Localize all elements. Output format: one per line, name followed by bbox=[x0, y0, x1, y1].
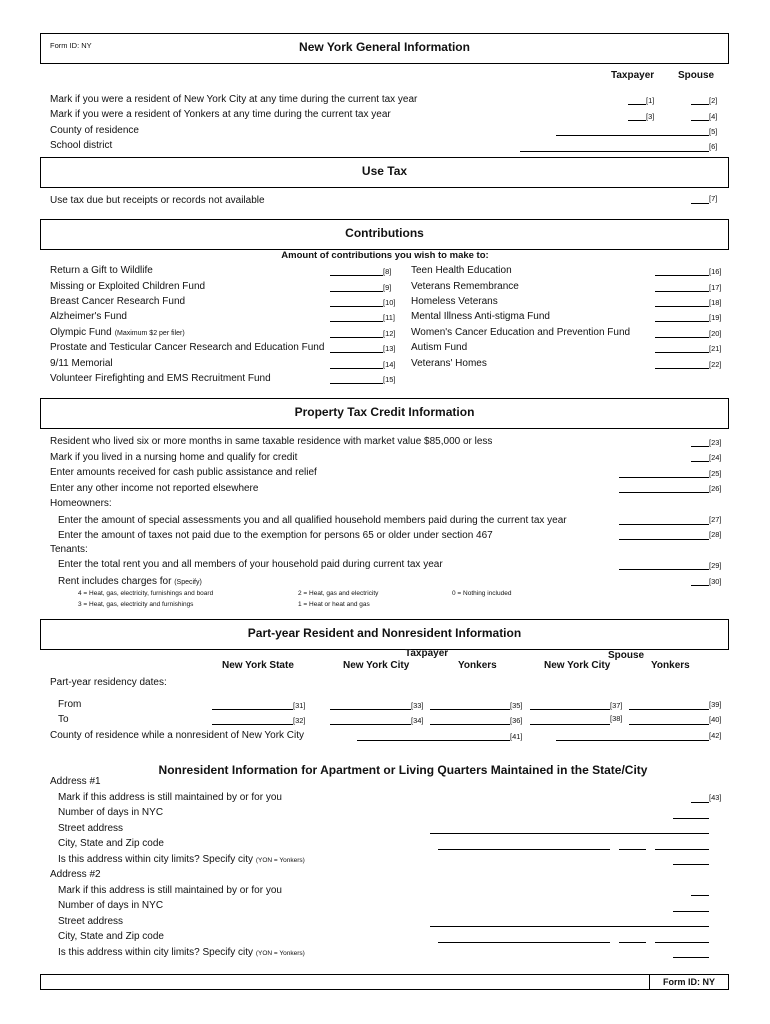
field-num: [41] bbox=[510, 732, 523, 741]
specify-note: (Specify) bbox=[174, 579, 202, 586]
address-1-maintained-label: Mark if this address is still maintained by or for you bbox=[58, 792, 282, 803]
contribution-name: Return a Gift to Wildlife bbox=[50, 265, 153, 276]
tenants-label: Tenants: bbox=[50, 544, 88, 555]
field-num: [38] bbox=[610, 714, 623, 723]
county-label: County of residence bbox=[50, 125, 139, 136]
from-label: From bbox=[58, 699, 82, 710]
rent-charges-label: Rent includes charges for bbox=[58, 576, 172, 587]
contribution-amount-field[interactable] bbox=[655, 306, 709, 307]
section-title: Property Tax Credit Information bbox=[294, 405, 475, 419]
field-num: [34] bbox=[411, 716, 424, 725]
nyc-resident-spouse-field[interactable] bbox=[691, 104, 709, 105]
contribution-amount-field[interactable] bbox=[330, 368, 383, 369]
field-num: [33] bbox=[411, 701, 424, 710]
field-num: [2] bbox=[709, 96, 718, 105]
address-1-within-field[interactable] bbox=[673, 864, 709, 865]
to-spouse-yonkers-field[interactable] bbox=[629, 724, 709, 725]
contribution-amount-field[interactable] bbox=[655, 321, 709, 322]
option-4: 4 = Heat, gas, electricity, furnishings and board bbox=[78, 590, 214, 597]
field-num: [20] bbox=[709, 329, 722, 338]
yonkers-note: (YON = Yonkers) bbox=[255, 857, 305, 864]
field-num: [9] bbox=[383, 283, 392, 292]
contribution-name: Prostate and Testicular Cancer Research and Education Fund bbox=[50, 342, 325, 353]
yonkers-resident-taxpayer-field[interactable] bbox=[628, 120, 646, 121]
from-yonkers-field[interactable] bbox=[430, 709, 510, 710]
field-num: [42] bbox=[709, 731, 722, 740]
address-2-within-label bbox=[58, 947, 305, 958]
property-29-label: Enter the total rent you and all members of your household paid during current tax year bbox=[58, 559, 443, 570]
contribution-amount-field[interactable] bbox=[655, 352, 709, 353]
county-nonresident-label: County of residence while a nonresident of New York City bbox=[50, 730, 305, 741]
contribution-amount-field[interactable] bbox=[330, 321, 383, 322]
address-1-city-field[interactable] bbox=[438, 849, 610, 850]
property-26-field[interactable] bbox=[619, 492, 709, 493]
to-nys-field[interactable] bbox=[212, 724, 293, 725]
contribution-name: Missing or Exploited Children Fund bbox=[50, 281, 206, 292]
nonresident-title: Nonresident Information for Apartment or Living Quarters Maintained in the State/City bbox=[158, 763, 648, 777]
use-tax-label: Use tax due but receipts or records not available bbox=[50, 195, 265, 206]
yonkers-resident-spouse-field[interactable] bbox=[691, 120, 709, 121]
property-30-label bbox=[58, 576, 202, 587]
contribution-name: Volunteer Firefighting and EMS Recruitment Fund bbox=[50, 373, 271, 384]
contribution-label: Homeless Veterans bbox=[411, 296, 498, 307]
to-spouse-nyc-field[interactable] bbox=[530, 724, 610, 725]
contribution-label bbox=[50, 327, 185, 338]
field-num: [18] bbox=[709, 298, 722, 307]
field-num: [35] bbox=[510, 701, 523, 710]
residency-dates-label: Part-year residency dates: bbox=[50, 677, 167, 688]
contribution-name: Olympic Fund bbox=[50, 327, 112, 338]
contribution-label bbox=[50, 311, 127, 322]
footer-bar bbox=[40, 974, 729, 990]
contribution-name: 9/11 Memorial bbox=[50, 358, 113, 369]
field-num: [24] bbox=[709, 453, 722, 462]
address-1-days-field[interactable] bbox=[673, 818, 709, 819]
contribution-label bbox=[50, 342, 324, 353]
property-30-field[interactable] bbox=[691, 585, 709, 586]
property-28-field[interactable] bbox=[619, 539, 709, 540]
address-2-state-field[interactable] bbox=[619, 942, 646, 943]
contribution-label bbox=[50, 373, 271, 384]
field-num: [40] bbox=[709, 715, 722, 724]
property-26-label: Enter any other income not reported elsewhere bbox=[50, 483, 259, 494]
field-num: [28] bbox=[709, 530, 722, 539]
address-1-csz-label: City, State and Zip code bbox=[58, 838, 164, 849]
address-2-street-label: Street address bbox=[58, 916, 124, 927]
taxpayer-heading: Taxpayer bbox=[405, 648, 449, 659]
section-title: Part-year Resident and Nonresident Information bbox=[247, 626, 522, 640]
to-label: To bbox=[58, 714, 69, 725]
field-num: [32] bbox=[293, 716, 306, 725]
from-spouse-nyc-field[interactable] bbox=[530, 709, 610, 710]
address-1-maintained-field[interactable] bbox=[691, 802, 709, 803]
property-27-label: Enter the amount of special assessments you and all qualified household members paid during the current tax year bbox=[58, 515, 567, 526]
contribution-amount-field[interactable] bbox=[655, 368, 709, 369]
contribution-amount-field[interactable] bbox=[330, 352, 383, 353]
contribution-amount-field[interactable] bbox=[655, 275, 709, 276]
footer-form-id: Form ID: NY bbox=[649, 975, 728, 989]
property-28-label: Enter the amount of taxes not paid due to the exemption for persons 65 or older under section 467 bbox=[58, 530, 493, 541]
contribution-name: Breast Cancer Research Fund bbox=[50, 296, 186, 307]
property-23-label: Resident who lived six or more months in same taxable residence with market value $85,000 or less bbox=[50, 436, 493, 447]
contribution-label: Teen Health Education bbox=[411, 265, 512, 276]
yonkers-resident-label: Mark if you were a resident of Yonkers at any time during the current tax year bbox=[50, 109, 391, 120]
spouse-heading: Spouse bbox=[608, 650, 645, 661]
from-nyc-field[interactable] bbox=[330, 709, 411, 710]
from-nys-field[interactable] bbox=[212, 709, 293, 710]
address-2-maintained-label: Mark if this address is still maintained by or for you bbox=[58, 885, 282, 896]
field-num: [17] bbox=[709, 283, 722, 292]
within-city-label: Is this address within city limits? Specify city bbox=[58, 854, 254, 865]
field-num: [36] bbox=[510, 716, 523, 725]
contribution-label bbox=[50, 296, 185, 307]
contributions-header bbox=[40, 219, 729, 250]
address-2-street-field[interactable] bbox=[430, 926, 709, 927]
field-num: [31] bbox=[293, 701, 306, 710]
contribution-label: Mental Illness Anti-stigma Fund bbox=[411, 311, 550, 322]
property-24-field[interactable] bbox=[691, 461, 709, 462]
option-3: 3 = Heat, gas, electricity and furnishings bbox=[78, 601, 194, 608]
property-25-label: Enter amounts received for cash public assistance and relief bbox=[50, 467, 317, 478]
school-label: School district bbox=[50, 140, 113, 151]
property-tax-header bbox=[40, 398, 729, 429]
address-1-street-field[interactable] bbox=[430, 833, 709, 834]
contribution-amount-field[interactable] bbox=[330, 383, 383, 384]
county-nonresident-spouse-field[interactable] bbox=[556, 740, 709, 741]
field-num: [11] bbox=[383, 313, 395, 322]
field-num: [10] bbox=[383, 298, 396, 307]
contribution-label: Women's Cancer Education and Prevention Fund bbox=[411, 327, 631, 338]
field-num: [27] bbox=[709, 515, 722, 524]
contribution-name: Alzheimer's Fund bbox=[50, 311, 127, 322]
county-nonresident-taxpayer-field[interactable] bbox=[357, 740, 510, 741]
property-23-field[interactable] bbox=[691, 446, 709, 447]
property-29-field[interactable] bbox=[619, 569, 709, 570]
contribution-label bbox=[50, 265, 153, 276]
field-num: [8] bbox=[383, 267, 392, 276]
header-box bbox=[40, 33, 729, 64]
field-num: [1] bbox=[646, 96, 655, 105]
address-1-state-field[interactable] bbox=[619, 849, 646, 850]
address-2-city-field[interactable] bbox=[438, 942, 610, 943]
address-1-days-label: Number of days in NYC bbox=[58, 807, 164, 818]
form-id-label: Form ID: NY bbox=[50, 41, 92, 50]
address-2-maintained-field[interactable] bbox=[691, 895, 709, 896]
property-27-field[interactable] bbox=[619, 524, 709, 525]
field-num: [13] bbox=[383, 344, 396, 353]
to-yonkers-field[interactable] bbox=[430, 724, 510, 725]
col-taxpayer: Taxpayer bbox=[611, 70, 655, 81]
use-tax-header bbox=[40, 157, 729, 188]
nyc-resident-label: Mark if you were a resident of New York City at any time during the current tax year bbox=[50, 94, 418, 105]
contribution-label: Autism Fund bbox=[411, 342, 468, 353]
homeowners-label: Homeowners: bbox=[50, 498, 112, 509]
contribution-label: Veterans' Homes bbox=[411, 358, 487, 369]
field-num: [25] bbox=[709, 469, 722, 478]
col-spouse: Spouse bbox=[678, 70, 715, 81]
from-spouse-yonkers-field[interactable] bbox=[629, 709, 709, 710]
field-num: [4] bbox=[709, 112, 718, 121]
field-num: [5] bbox=[709, 127, 718, 136]
field-num: [30] bbox=[709, 577, 722, 586]
contribution-label bbox=[50, 281, 205, 292]
yonkers-note: (YON = Yonkers) bbox=[255, 950, 305, 957]
address-2-csz-label: City, State and Zip code bbox=[58, 931, 164, 942]
county-field[interactable] bbox=[556, 135, 709, 136]
property-24-label: Mark if you lived in a nursing home and qualify for credit bbox=[50, 452, 298, 463]
field-num: [26] bbox=[709, 484, 722, 493]
contribution-amount-field[interactable] bbox=[330, 306, 383, 307]
address-2-label: Address #2 bbox=[50, 869, 101, 880]
page-title: New York General Information bbox=[299, 40, 470, 54]
address-2-days-field[interactable] bbox=[673, 911, 709, 912]
contribution-note: (Maximum $2 per filer) bbox=[114, 330, 185, 337]
option-0: 0 = Nothing included bbox=[452, 590, 512, 597]
nyc-resident-taxpayer-field[interactable] bbox=[628, 104, 646, 105]
col-new-york-city: New York City bbox=[343, 660, 410, 671]
col-spouse-new-york-city: New York City bbox=[544, 660, 611, 671]
field-num: [21] bbox=[709, 344, 722, 353]
school-district-field[interactable] bbox=[520, 151, 709, 152]
col-new-york-state: New York State bbox=[222, 660, 294, 671]
field-num: [7] bbox=[709, 194, 718, 203]
field-num: [19] bbox=[709, 313, 722, 322]
field-num: [29] bbox=[709, 561, 722, 570]
field-num: [14] bbox=[383, 360, 396, 369]
field-num: [3] bbox=[646, 112, 655, 121]
address-2-zip-field[interactable] bbox=[655, 942, 709, 943]
field-num: [15] bbox=[383, 375, 396, 384]
contribution-amount-field[interactable] bbox=[655, 337, 709, 338]
contribution-amount-field[interactable] bbox=[655, 291, 709, 292]
contribution-amount-field[interactable] bbox=[330, 291, 383, 292]
property-25-field[interactable] bbox=[619, 477, 709, 478]
section-title: Use Tax bbox=[361, 164, 408, 178]
contribution-label bbox=[50, 358, 113, 369]
address-1-label: Address #1 bbox=[50, 776, 101, 787]
contribution-amount-field[interactable] bbox=[330, 275, 383, 276]
option-2: 2 = Heat, gas and electricity bbox=[298, 590, 379, 597]
field-num: [16] bbox=[709, 267, 722, 276]
address-1-within-label bbox=[58, 854, 305, 865]
address-2-within-field[interactable] bbox=[673, 957, 709, 958]
field-num: [22] bbox=[709, 360, 722, 369]
col-yonkers: Yonkers bbox=[458, 660, 497, 671]
address-2-days-label: Number of days in NYC bbox=[58, 900, 164, 911]
use-tax-field[interactable] bbox=[691, 203, 709, 204]
address-1-zip-field[interactable] bbox=[655, 849, 709, 850]
to-nyc-field[interactable] bbox=[330, 724, 411, 725]
contribution-label: Veterans Remembrance bbox=[411, 281, 519, 292]
address-1-street-label: Street address bbox=[58, 823, 124, 834]
col-spouse-yonkers: Yonkers bbox=[651, 660, 690, 671]
section-title: Contributions bbox=[345, 226, 424, 240]
field-num: [43] bbox=[709, 793, 722, 802]
contribution-amount-field[interactable] bbox=[330, 337, 383, 338]
field-num: [6] bbox=[709, 142, 718, 151]
field-num: [12] bbox=[383, 329, 396, 338]
part-year-header bbox=[40, 619, 729, 650]
contributions-subtitle: Amount of contributions you wish to make to: bbox=[281, 250, 489, 261]
option-1: 1 = Heat or heat and gas bbox=[298, 601, 370, 608]
field-num: [39] bbox=[709, 700, 722, 709]
field-num: [37] bbox=[610, 701, 623, 710]
within-city-label: Is this address within city limits? Specify city bbox=[58, 947, 254, 958]
field-num: [23] bbox=[709, 438, 722, 447]
